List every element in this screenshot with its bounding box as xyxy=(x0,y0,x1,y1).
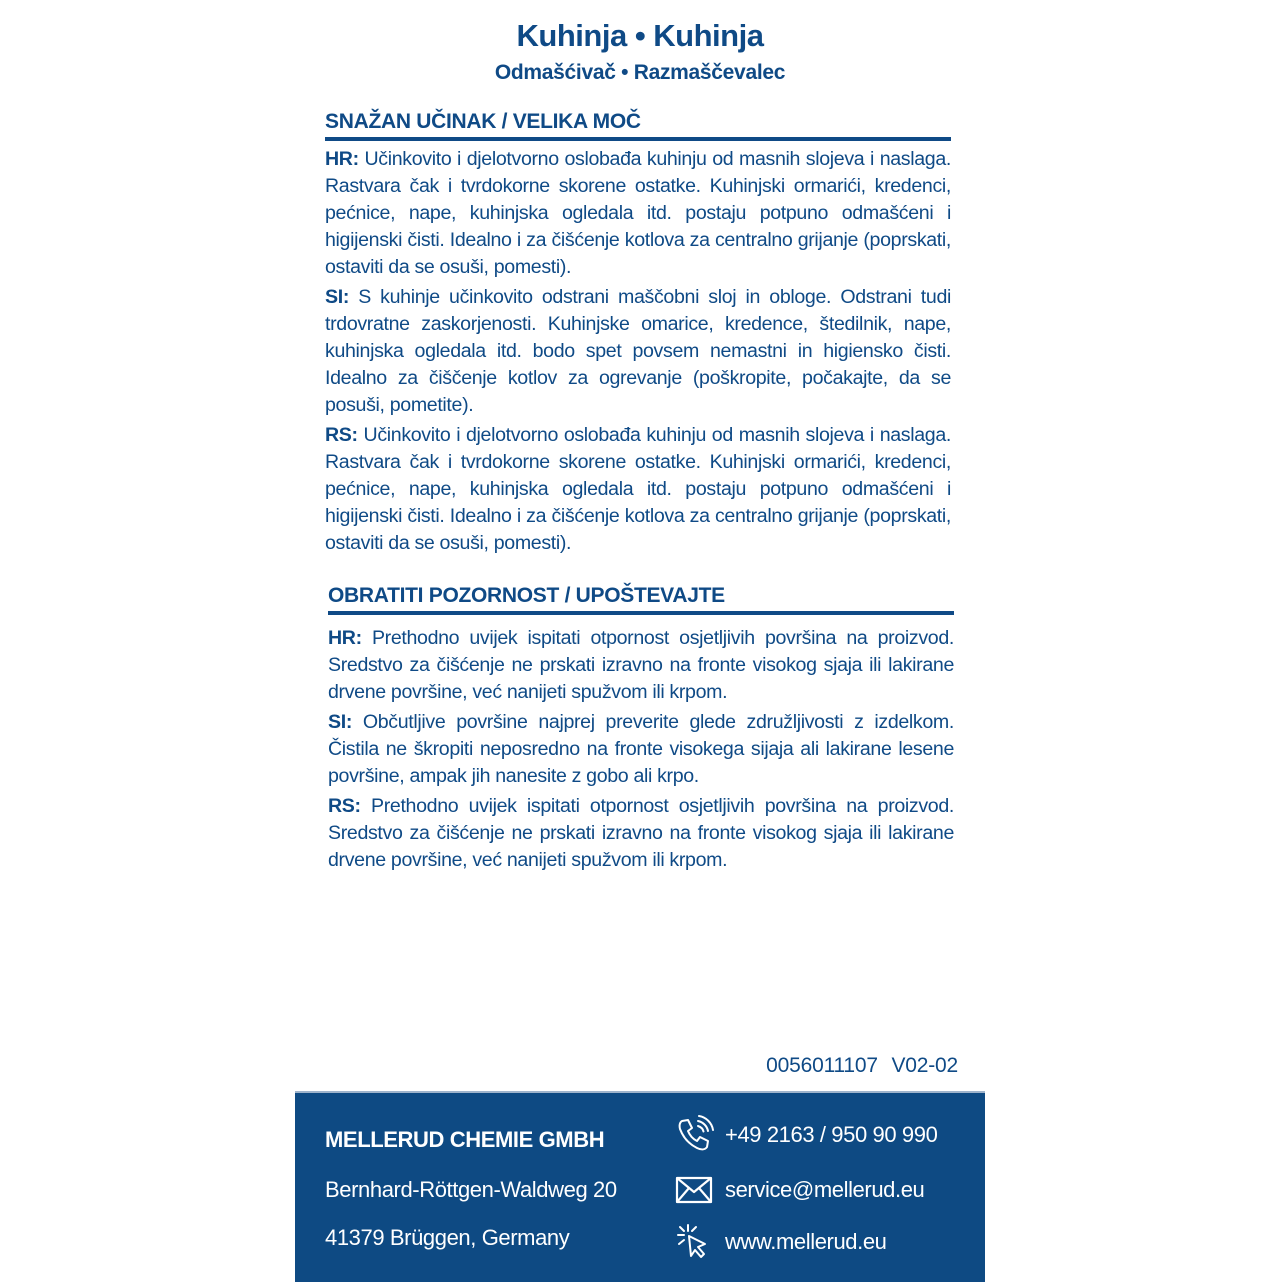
website-url: www.mellerud.eu xyxy=(725,1229,887,1254)
company-city: 41379 Brüggen, Germany xyxy=(325,1225,570,1250)
paragraph-hr xyxy=(325,146,951,281)
website-contact[interactable] xyxy=(673,1221,887,1263)
paragraph-text: Prethodno uvijek ispitati otpornost osjetljivih površina na proizvod. Sredstvo za čišćenje ne prskati izravno na fronte visokog sjaja ili lakirane drvene površine, već nanijeti spužvom ili krpom. xyxy=(328,627,954,703)
lang-label: SI: xyxy=(325,286,349,308)
paragraph-text: Učinkovito i djelotvorno oslobađa kuhinju od masnih slojeva i naslaga. Rastvara čak i tvrdokorne skorene ostatke. Kuhinjski ormarići, kredenci, pećnice, nape, kuhinjska ogledala itd. postaju potpuno odmašćeni i higijenski čisti. Idealno i za čišćenje kotlova za centralno grijanje (poprskati, ostaviti da se osuši, pomesti). xyxy=(325,148,951,278)
envelope-icon xyxy=(673,1169,715,1211)
cursor-click-icon xyxy=(673,1221,715,1263)
paragraph-text: Učinkovito i djelotvorno oslobađa kuhinju od masnih slojeva i naslaga. Rastvara čak i tvrdokorne skorene ostatke. Kuhinjski ormarići, kredenci, pećnice, nape, kuhinjska ogledala itd. postaju potpuno odmašćeni i higijenski čisti. Idealno i za čišćenje kotlova za centralno grijanje (poprskati, ostaviti da se osuši, pomesti). xyxy=(325,424,951,554)
contact-footer xyxy=(295,1091,985,1282)
lang-label: RS: xyxy=(328,795,361,817)
company-street: Bernhard-Röttgen-Waldweg 20 xyxy=(325,1177,617,1202)
section-strong-effect xyxy=(325,110,951,557)
lang-label: HR: xyxy=(328,627,362,649)
section-caution xyxy=(328,584,954,874)
phone-contact[interactable] xyxy=(673,1114,937,1156)
section-heading: SNAŽAN UČINAK / VELIKA MOČ xyxy=(325,110,951,141)
paragraph-si xyxy=(325,284,951,419)
paragraph-rs xyxy=(325,422,951,557)
paragraph-text: S kuhinje učinkovito odstrani maščobni sloj in obloge. Odstrani tudi trdovratne zaskorjenosti. Kuhinjske omarice, kredence, štedilnik, nape, kuhinjska ogledala itd. bodo spet povsem nemastni in higiensko čisti. Idealno za čiščenje kotlov za ogrevanje (poškropite, počakajte, da se posuši, pometite). xyxy=(325,286,951,416)
product-code: 0056011107 V02-02 xyxy=(766,1054,958,1077)
paragraph-hr xyxy=(328,625,954,706)
email-address: service@mellerud.eu xyxy=(725,1177,925,1202)
section-heading: OBRATITI POZORNOST / UPOŠTEVAJTE xyxy=(328,584,954,615)
email-contact[interactable] xyxy=(673,1169,924,1211)
lang-label: RS: xyxy=(325,424,358,446)
paragraph-text: Občutljive površine najprej preverite glede združljivosti z izdelkom. Čistila ne škropiti neposredno na fronte visokega sijaja ali lakirane lesene površine, ampak jih nanesite z gobo ali krpo. xyxy=(328,711,954,787)
lang-label: SI: xyxy=(328,711,352,733)
paragraph-si xyxy=(328,709,954,790)
phone-number: +49 2163 / 950 90 990 xyxy=(725,1122,938,1147)
lang-label: HR: xyxy=(325,148,359,170)
phone-icon xyxy=(673,1114,715,1156)
paragraph-rs xyxy=(328,793,954,874)
paragraph-text: Prethodno uvijek ispitati otpornost osjetljivih površina na proizvod. Sredstvo za čišćenje ne prskati izravno na fronte visokog sjaja ili lakirane drvene površine, već nanijeti spužvom ili krpom. xyxy=(328,795,954,871)
page-subtitle: Odmašćivač • Razmaščevalec xyxy=(494,61,786,84)
page-title: Kuhinja • Kuhinja xyxy=(516,18,764,53)
company-name: MELLERUD CHEMIE GMBH xyxy=(325,1127,605,1152)
